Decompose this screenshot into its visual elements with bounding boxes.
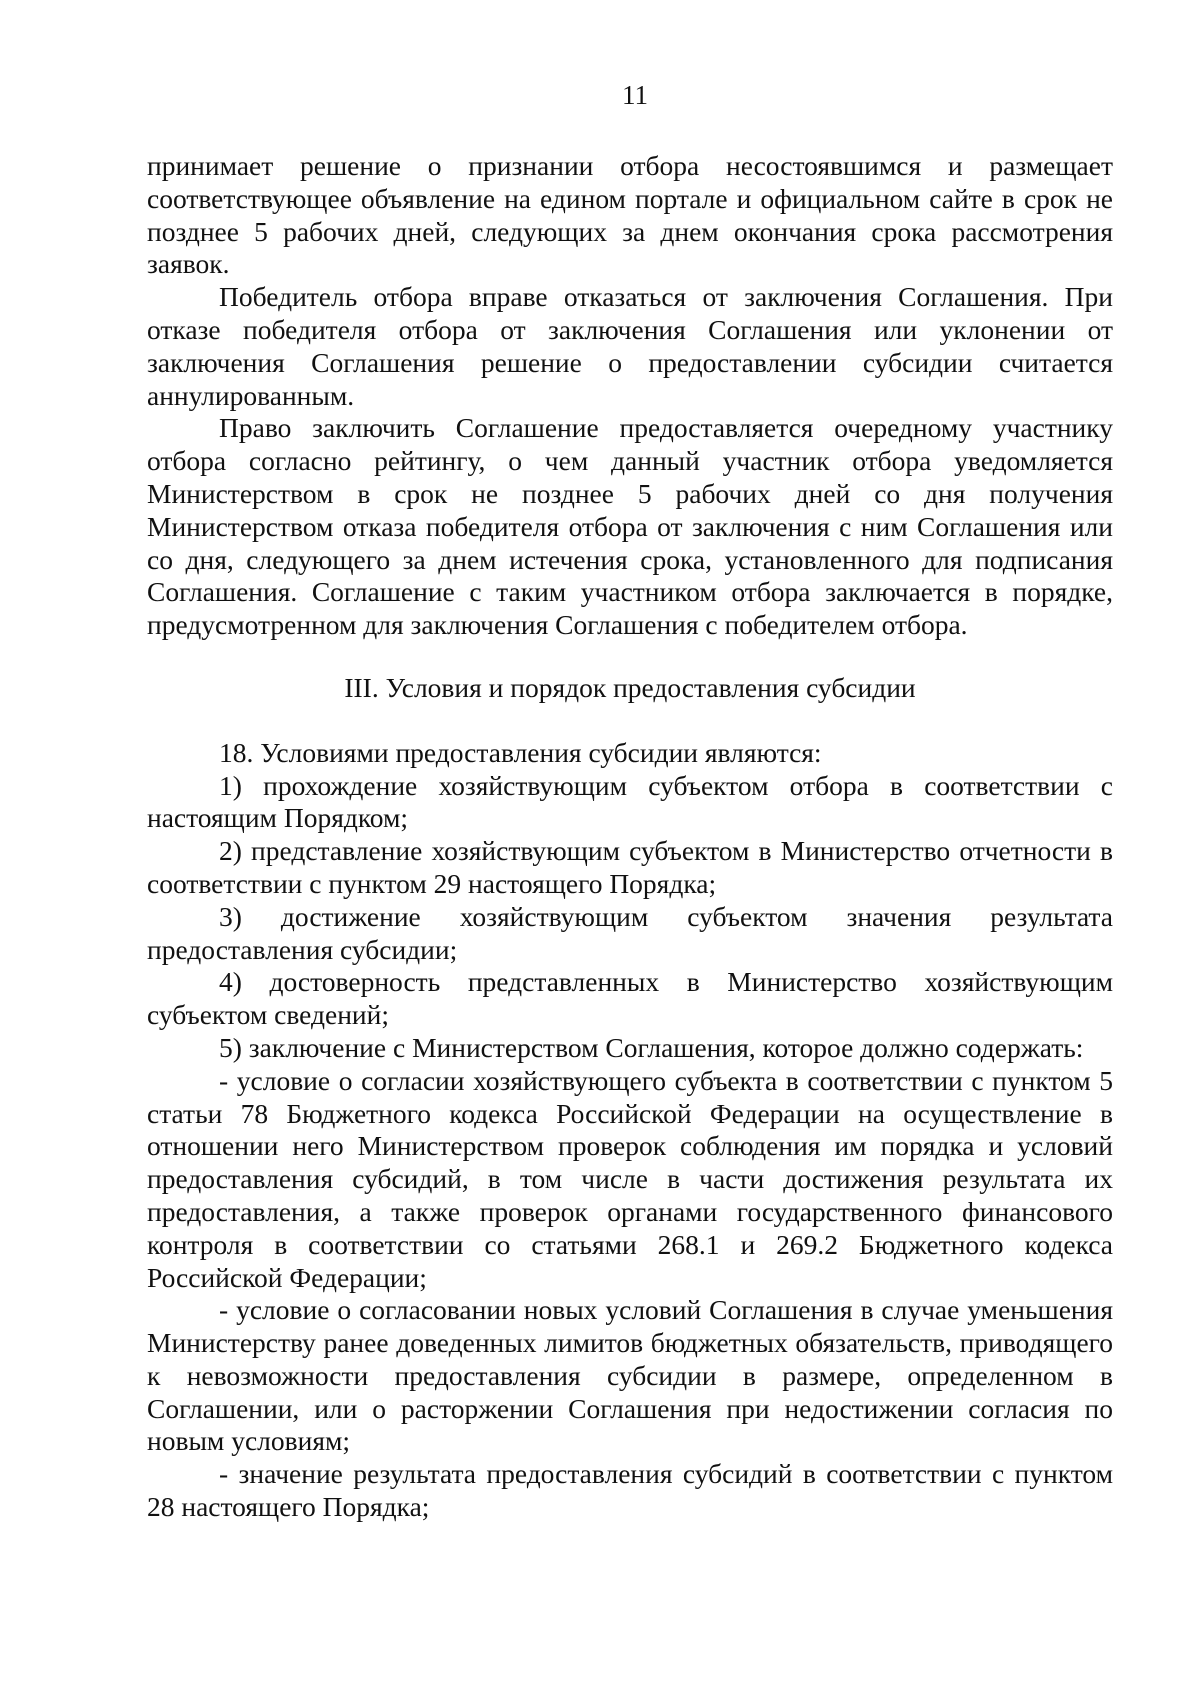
document-body — [147, 150, 1113, 1524]
clause-18-intro: 18. Условиями предоставления субсидии являются: — [219, 736, 822, 768]
paragraph-continuation: принимает решение о признании отбора несостоявшимся и размещает соответствующее объявление на едином портале и официальном сайте в срок не позднее 5 рабочих дней, следующих за днем окончания срока рассмотрения заявок. — [147, 150, 1113, 280]
page-number: 11 — [622, 80, 648, 110]
section-heading: III. Условия и порядок предоставления субсидии — [344, 671, 916, 703]
clause-18-item-3: 3) достижение хозяйствующим субъектом значения результата предоставления субсидии; — [147, 900, 1113, 965]
clause-18-subitem-2: - условие о согласовании новых условий Соглашения в случае уменьшения Министерству ранее доведенных лимитов бюджетных обязательств, приводящего к невозможности предоставления субсидии в размере, определенном в Соглашении, или о расторжении Соглашения при недостижении согласия по новым условиям; — [147, 1294, 1113, 1457]
clause-18-item-5: 5) заключение с Министерством Соглашения, которое должно содержать: — [219, 1031, 1084, 1063]
clause-18-item-2: 2) представление хозяйствующим субъектом в Министерство отчетности в соответствии с пунктом 29 настоящего Порядка; — [147, 835, 1113, 899]
clause-18-item-4: 4) достоверность представленных в Министерство хозяйствующим субъектом сведений; — [147, 966, 1113, 1031]
clause-18-item-1: 1) прохождение хозяйствующим субъектом отбора в соответствии с настоящим Порядком; — [147, 769, 1113, 834]
paragraph-winner-refusal: Победитель отбора вправе отказаться от заключения Соглашения. При отказе победителя отбора от заключения Соглашения или уклонении от заключения Соглашения решение о предоставлении субсидии считается аннулированным. — [147, 281, 1113, 411]
paragraph-next-participant: Право заключить Соглашение предоставляется очередному участнику отбора согласно рейтингу, о чем данный участник отбора уведомляется Министерством в срок не позднее 5 рабочих дней со дня получения Министерством отказа победителя отбора от заключения с ним Соглашения или со дня, следующего за днем истечения срока, установленного для подписания Соглашения. Соглашение с таким участником отбора заключается в порядке, предусмотренном для заключения Соглашения с победителем отбора. — [147, 412, 1113, 641]
clause-18-subitem-3: - значение результата предоставления субсидий в соответствии с пунктом 28 настоящего Порядка; — [147, 1458, 1113, 1523]
clause-18-subitem-1: - условие о согласии хозяйствующего субъекта в соответствии с пунктом 5 статьи 78 Бюджетного кодекса Российской Федерации на осуществление в отношении него Министерством проверок соблюдения им порядка и условий предоставления субсидий, в том числе в части достижения результата их предоставления, а также проверок органами государственного финансового контроля в соответствии со статьями 268.1 и 269.2 Бюджетного кодекса Российской Федерации; — [147, 1064, 1113, 1293]
